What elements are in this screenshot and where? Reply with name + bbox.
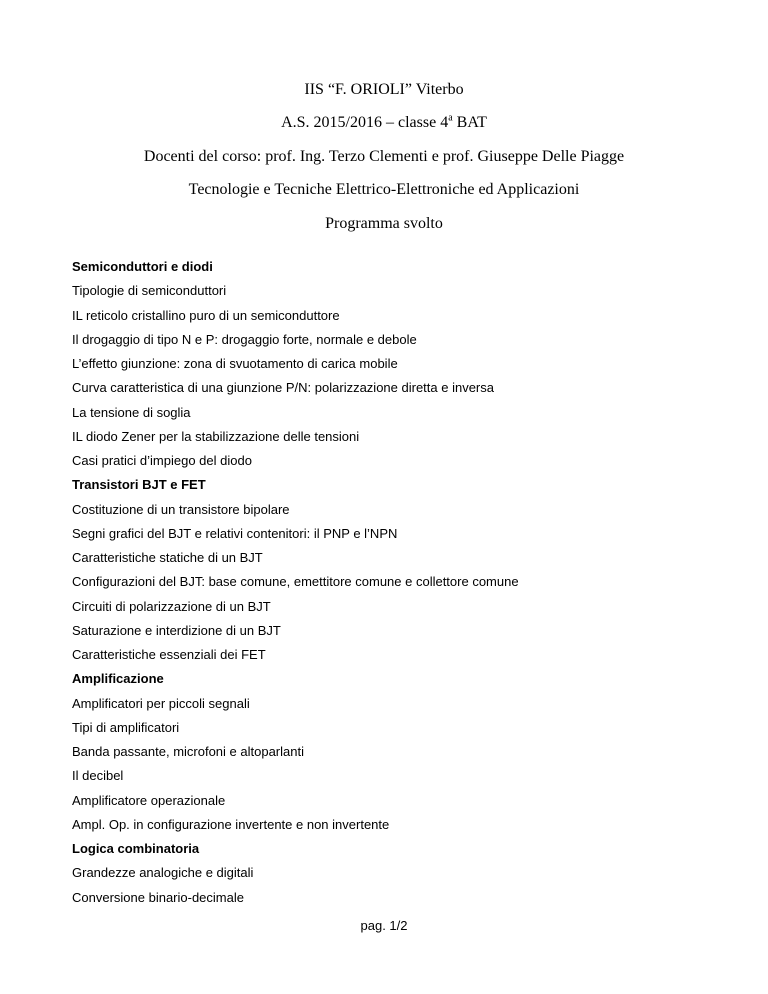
program-topic: Tipi di amplificatori — [72, 719, 180, 735]
program-topic: Banda passante, microfoni e altoparlanti — [72, 744, 304, 759]
program-topic: Amplificatori per piccoli segnali — [72, 695, 250, 711]
teachers-line: Docenti del corso: prof. Ing. Terzo Clementi e prof. Giuseppe Delle Piagge — [143, 148, 625, 165]
program-topic: Il drogaggio di tipo N e P: drogaggio forte, normale e debole — [72, 331, 417, 347]
program-topic: Il decibel — [72, 768, 124, 784]
school-name: IIS “F. ORIOLI” Viterbo — [304, 81, 464, 98]
document-title: Programma svolto — [325, 215, 443, 232]
program-topic: Saturazione e interdizione di un BJT — [72, 622, 281, 638]
section-heading: Amplificazione — [72, 671, 164, 687]
program-topic: Conversione binario-decimale — [72, 889, 244, 905]
program-topic: Casi pratici d’impiego del diodo — [72, 453, 252, 468]
program-list — [72, 255, 712, 910]
program-topic: Curva caratteristica di una giunzione P/N: polarizzazione diretta e inversa — [72, 380, 494, 396]
school-year-text: A.S. 2015/2016 – classe 4 — [281, 114, 449, 131]
section-heading: Logica combinatoria — [72, 841, 200, 856]
program-topic: Costituzione di un transistore bipolare — [72, 501, 290, 517]
program-topic: IL reticolo cristallino puro di un semiconduttore — [72, 307, 340, 323]
program-topic: Amplificatore operazionale — [72, 792, 226, 808]
program-topic: Caratteristiche statiche di un BJT — [72, 550, 263, 565]
section-heading: Semiconduttori e diodi — [72, 259, 213, 274]
class-section-text: BAT — [452, 114, 487, 131]
program-topic: Segni grafici del BJT e relativi contenitori: il PNP e l’NPN — [72, 525, 398, 541]
program-topic: Ampl. Op. in configurazione invertente e non invertente — [72, 816, 390, 832]
program-topic: Circuiti di polarizzazione di un BJT — [72, 598, 271, 614]
page-number: pag. 1/2 — [360, 918, 408, 933]
school-year-line — [0, 113, 768, 133]
program-topic: L’effetto giunzione: zona di svuotamento di carica mobile — [72, 356, 398, 371]
program-topic: Grandezze analogiche e digitali — [72, 865, 254, 881]
program-topic: Caratteristiche essenziali dei FET — [72, 647, 266, 662]
program-topic: Configurazioni del BJT: base comune, emettitore comune e collettore comune — [72, 574, 519, 590]
class-ordinal-superscript: a — [448, 112, 453, 124]
section-heading: Transistori BJT e FET — [72, 477, 206, 493]
program-topic: La tensione di soglia — [72, 404, 191, 420]
program-topic: Tipologie di semiconduttori — [72, 283, 227, 299]
subject-title: Tecnologie e Tecniche Elettrico-Elettroniche ed Applicazioni — [188, 181, 580, 198]
program-topic: IL diodo Zener per la stabilizzazione delle tensioni — [72, 428, 360, 444]
